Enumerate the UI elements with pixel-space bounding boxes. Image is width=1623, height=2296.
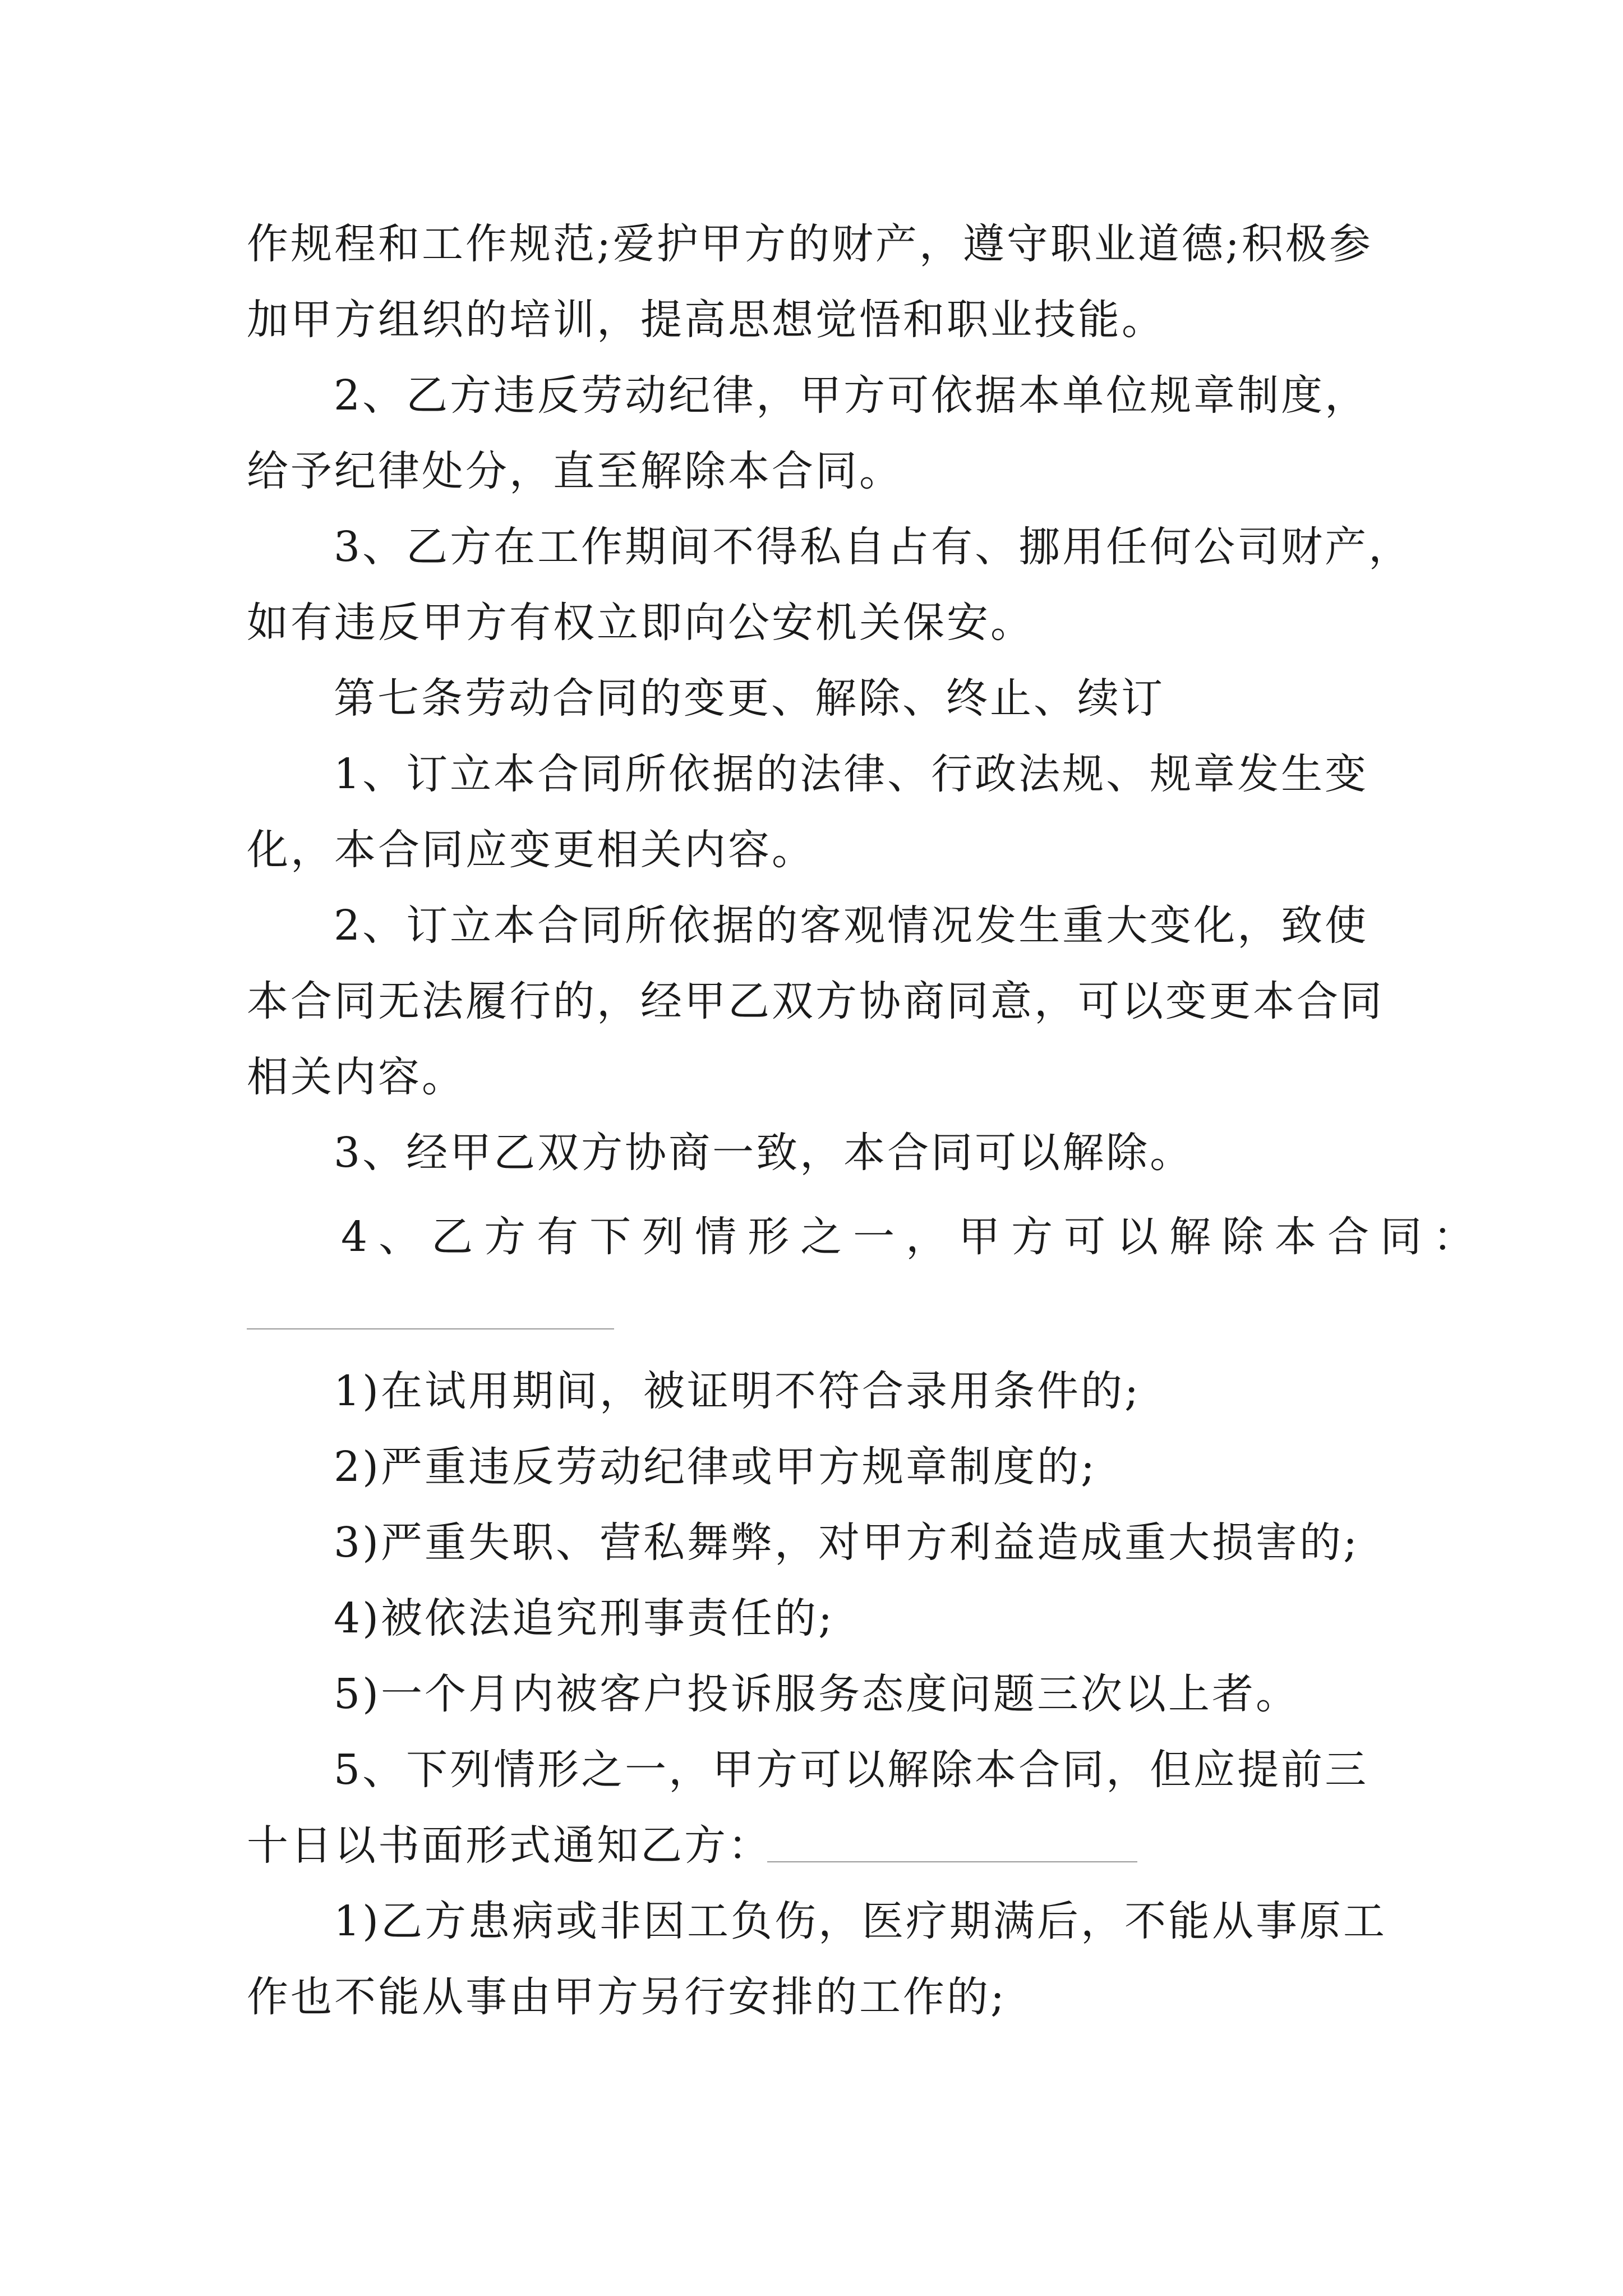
list-item: 5)一个月内被客户投诉服务态度问题三次以上者。: [334, 1670, 1299, 1718]
text-line: 本合同无法履行的，经甲乙双方协商同意，可以变更本合同: [247, 977, 1384, 1025]
text-line: 给予纪律处分，直至解除本合同。: [247, 447, 903, 495]
text-line: 如有违反甲方有权立即向公安机关保安。: [247, 599, 1034, 647]
list-item: 4)被依法追究刑事责任的;: [334, 1594, 834, 1642]
text-line: 化，本合同应变更相关内容。: [247, 826, 815, 874]
text-line: 十日以书面形式通知乙方：: [247, 1821, 772, 1870]
text-line: 3、乙方在工作期间不得私自占有、挪用任何公司财产，: [334, 523, 1413, 571]
text-line: 4、乙方有下列情形之一，甲方可以解除本合同：: [341, 1213, 1486, 1261]
text-line: 3、经甲乙双方协商一致，本合同可以解除。: [334, 1129, 1194, 1177]
list-item: 1)在试用期间，被证明不符合录用条件的;: [334, 1367, 1141, 1415]
text-line: 1、订立本合同所依据的法律、行政法规、规章发生变: [334, 750, 1369, 798]
text-line: 加甲方组织的培训，提高思想觉悟和职业技能。: [247, 296, 1165, 344]
section-heading: 第七条劳动合同的变更、解除、终止、续订: [334, 674, 1165, 723]
text-line: 作也不能从事由甲方另行安排的工作的;: [247, 1973, 1007, 2021]
text-line: 2、乙方违反劳动纪律，甲方可依据本单位规章制度，: [334, 371, 1369, 420]
text-line: 相关内容。: [247, 1053, 465, 1101]
list-item: 2)严重违反劳动纪律或甲方规章制度的;: [334, 1443, 1097, 1491]
blank-underline: [767, 1861, 1137, 1862]
list-item: 3)严重失职、营私舞弊，对甲方利益造成重大损害的;: [334, 1519, 1359, 1567]
text-line: 5、下列情形之一，甲方可以解除本合同，但应提前三: [334, 1746, 1369, 1794]
list-item: 1)乙方患病或非因工负伤，医疗期满后，不能从事原工: [334, 1897, 1387, 1945]
text-line: 作规程和工作规范;爱护甲方的财产，遵守职业道德;积极参: [247, 220, 1373, 268]
text-line: 2、订立本合同所依据的客观情况发生重大变化，致使: [334, 901, 1369, 950]
blank-underline: [247, 1328, 614, 1329]
